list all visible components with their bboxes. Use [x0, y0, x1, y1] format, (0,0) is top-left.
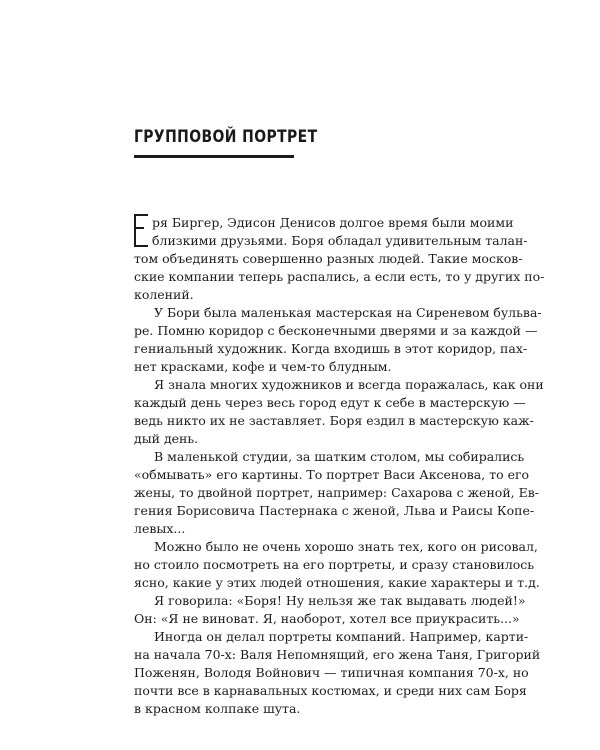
text-line: том объединять совершенно разных людей. Такие москов- [134, 251, 523, 266]
text-line: Я знала многих художников и всегда поражалась, как они [154, 377, 544, 392]
text-line: Он: «Я не виноват. Я, наоборот, хотел все приукрасить...» [134, 611, 520, 626]
text-line: Я говорила: «Боря! Ну нельзя же так выдавать людей!» [154, 593, 526, 608]
text-line: близкими друзьями. Боря обладал удивительным талан- [152, 233, 528, 248]
text-line: ясно, какие у этих людей отношения, какие характеры и т.д. [134, 575, 540, 590]
text-line: У Бори была маленькая мастерская на Сиреневом бульва- [154, 305, 542, 320]
text-line: нет красками, кофе и чем-то блудным. [134, 359, 392, 374]
text-line: Можно было не очень хорошо знать тех, кого он рисовал, [154, 539, 538, 554]
text-line: почти все в карнавальных костюмах, и среди них сам Боря [134, 683, 527, 698]
text-line: ря Биргер, Эдисон Денисов долгое время были моими [152, 215, 514, 230]
title-underline [134, 155, 294, 158]
text-line: на начала 70-х: Валя Непомнящий, его жена Таня, Григорий [134, 647, 541, 662]
text-line: ские компании теперь распались, а если есть, то у других по- [134, 269, 545, 284]
text-line: гениальный художник. Когда входишь в этот коридор, пах- [134, 341, 528, 356]
drop-cap-letter-b [134, 214, 148, 247]
text-line: ре. Помню коридор с бесконечными дверями и за каждой — [134, 323, 538, 338]
body-text [134, 214, 545, 718]
text-line: дый день. [134, 431, 199, 446]
text-line: Иногда он делал портреты компаний. Например, карти- [154, 629, 529, 644]
text-line: но стоило посмотреть на его портреты, и сразу становилось [134, 557, 535, 572]
text-line: каждый день через весь город едут к себе в мастерскую — [134, 395, 526, 410]
text-line: гения Борисовича Пастернака с женой, Льва и Раисы Копе- [134, 503, 535, 518]
text-line: «обмывать» его картины. То портрет Васи Аксенова, то его [134, 467, 530, 482]
text-line: жены, то двойной портрет, например: Сахарова с женой, Ев- [134, 485, 539, 500]
chapter-title: ГРУППОВОЙ ПОРТРЕТ [134, 127, 318, 147]
text-line: ведь никто их не заставляет. Боря ездил в мастерскую каж- [134, 413, 534, 428]
text-line: колений. [134, 287, 194, 302]
text-line: в красном колпаке шута. [134, 701, 301, 716]
text-line: Поженян, Володя Войнович — типичная компания 70-х, но [134, 665, 529, 680]
text-line: левых... [134, 521, 186, 536]
text-line: В маленькой студии, за шатким столом, мы собирались [154, 449, 525, 464]
